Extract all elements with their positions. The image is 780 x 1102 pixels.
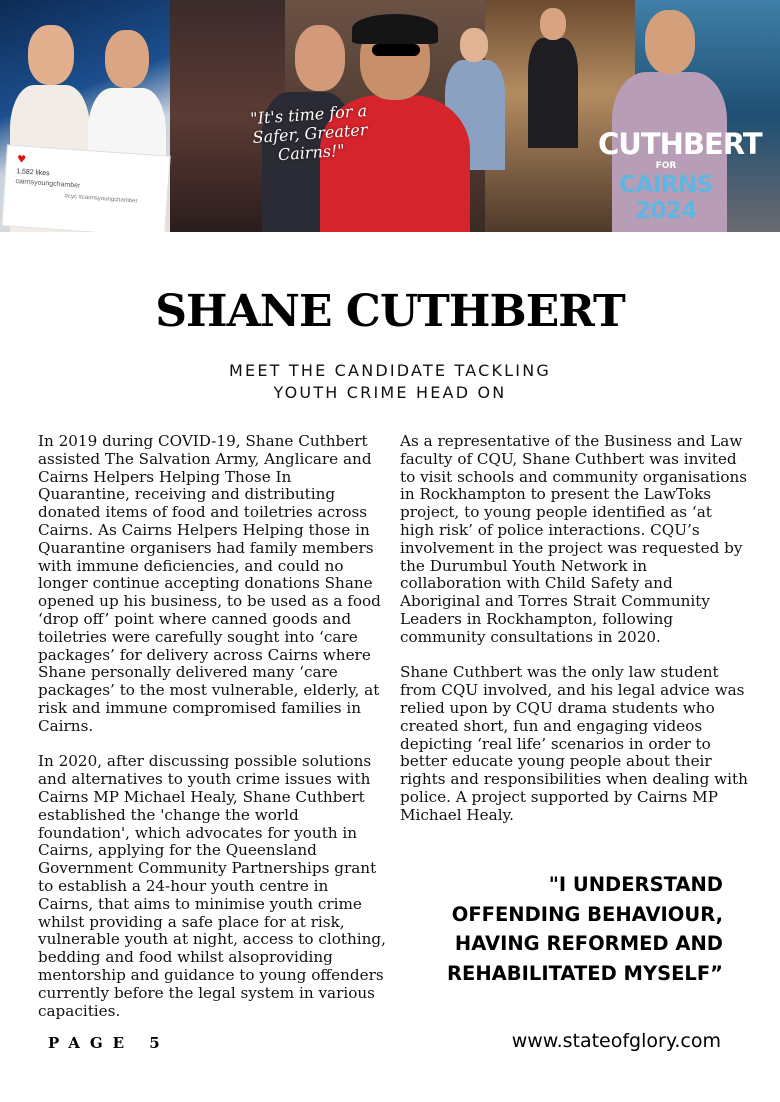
quote-line: REHABILITATED MYSELF” <box>447 961 723 985</box>
heart-icon: ♥ <box>16 154 27 166</box>
banner-tagline: "It's time for a Safer, Greater Cairns!" <box>249 100 368 165</box>
person-figure <box>528 38 578 148</box>
person-figure <box>105 30 149 88</box>
page-title: SHANE CUTHBERT <box>155 286 625 337</box>
paragraph: In 2020, after discussing possible solutions and alternatives to youth crime issues with Cairns MP Michael Healy, Shane Cuthbert established the 'change the world foundation', which advocates for youth in Cairns, applying for the Queensland Government Community Partnerships grant to establish a 24-hour youth centre in Cairns, that aims to minimise youth crime whilst providing a safe place for at risk, vulnerable youth at night, access to clothing, bedding and food whilst alsoproviding mentorship and guidance to young offenders currently before the legal system in various capacities. <box>38 752 386 1020</box>
sign-hashtag: #cyc #cairnsyoungchamber <box>64 193 138 205</box>
pull-quote <box>420 870 723 988</box>
person-figure <box>540 8 566 40</box>
person-figure <box>460 28 488 62</box>
logo-cairns: CAIRNS 2024 <box>619 172 713 224</box>
subtitle-line: YOUTH CRIME HEAD ON <box>273 383 507 402</box>
website-link[interactable]: www.stateofglory.com <box>511 1030 721 1052</box>
sunglasses-icon <box>372 44 420 56</box>
right-column <box>400 433 748 842</box>
quote-line: OFFENDING BEHAVIOUR, <box>451 902 723 926</box>
logo-name: CUTHBERT <box>598 127 762 161</box>
sign-likes: 1,582 likes <box>15 168 50 178</box>
logo-for: FOR <box>655 161 677 171</box>
sign-username: cairnsyoungchamber <box>15 178 81 190</box>
quote-line: "I UNDERSTAND <box>548 873 723 896</box>
paragraph: In 2019 during COVID-19, Shane Cuthbert assisted The Salvation Army, Anglicare and Cairns Helpers Helping Those In Quarantine, receiving and distributing donated items of food and toiletries across Cairns. As Cairns Helpers Helping those in Quarantine organisers had family members with immune deficiencies, and could no longer continue accepting donations Shane opened up his business, to be used as a food ‘drop off’ point where canned goods and toiletries were carefully sought into ‘care packages’ for delivery across Cairns where Shane personally delivered many ‘care packages’ to the most vulnerable, elderly, at risk and immune compromised families in Cairns. <box>38 432 381 735</box>
paragraph: As a representative of the Business and Law faculty of CQU, Shane Cuthbert was invited to visit schools and community organisations in Rockhampton to present the LawToks project, to young people identified as ‘at high risk’ of police interactions. CQU’s involvement in the project was requested by the Durumbul Youth Network in collaboration with Child Safety and Aboriginal and Torres Strait Community Leaders in Rockhampton, following community consultations in 2020. <box>400 432 748 646</box>
person-figure <box>645 10 695 74</box>
subtitle-line: MEET THE CANDIDATE TACKLING <box>229 361 551 380</box>
page-number: PAGE 5 <box>48 1034 170 1052</box>
cap-icon <box>352 14 438 44</box>
instagram-sign <box>1 144 170 232</box>
header-banner-photo <box>0 0 780 232</box>
person-figure <box>28 25 74 85</box>
campaign-logo <box>598 127 762 224</box>
page-subtitle <box>0 360 780 404</box>
left-column <box>38 433 386 1038</box>
person-figure <box>295 25 345 91</box>
quote-line: HAVING REFORMED AND <box>454 932 723 955</box>
paragraph: Shane Cuthbert was the only law student from CQU involved, and his legal advice was relied upon by CQU drama students who created short, fun and engaging videos depicting ‘real life’ scenarios in order to better educate young people about their rights and responsibilities when dealing with police. A project supported by Cairns MP Michael Healy. <box>400 663 748 824</box>
